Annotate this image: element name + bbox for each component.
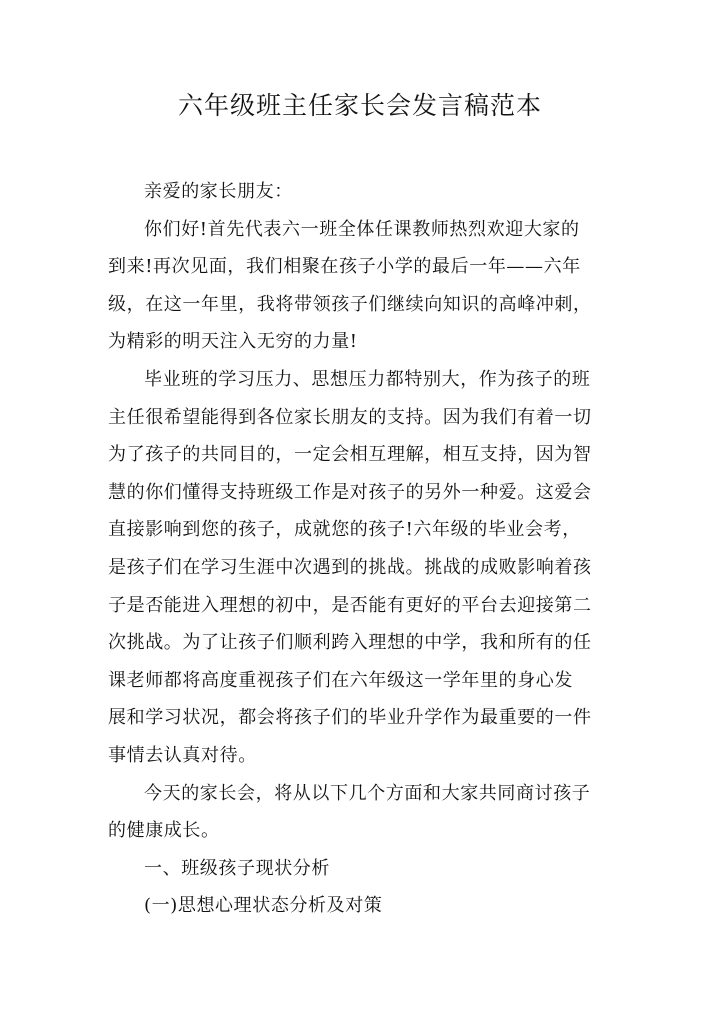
paragraph-2-line: 次挑战。为了让孩子们顺利跨入理想的中学，我和所有的任 (108, 632, 592, 654)
paragraph-1-line: 为精彩的明天注入无穷的力量! (108, 331, 358, 353)
section-heading: 一、班级孩子现状分析 (144, 857, 330, 879)
paragraph-1-line: 到来!再次见面，我们相聚在孩子小学的最后一年——六年 (108, 256, 581, 278)
paragraph-2-line: 慧的你们懂得支持班级工作是对孩子的另外一种爱。这爱会 (108, 481, 592, 503)
paragraph-2-line: 毕业班的学习压力、思想压力都特别大，作为孩子的班 (144, 368, 591, 390)
paragraph-3-line: 今天的家长会，将从以下几个方面和大家共同商讨孩子 (144, 782, 591, 804)
paragraph-2-line: 直接影响到您的孩子，成就您的孩子!六年级的毕业会考， (108, 519, 581, 541)
paragraph-2-line: 主任很希望能得到各位家长朋友的支持。因为我们有着一切 (108, 406, 592, 428)
paragraph-2-line: 事情去认真对待。 (108, 744, 257, 766)
salutation: 亲爱的家长朋友： (144, 181, 293, 202)
paragraph-2-line: 课老师都将高度重视孩子们在六年级这一学年里的身心发 (108, 669, 573, 691)
document-body (108, 173, 618, 925)
paragraph-1-line: 你们好!首先代表六一班全体任课教师热烈欢迎大家的 (144, 218, 580, 240)
paragraph-1-line: 级，在这一年里，我将带领孩子们继续向知识的高峰冲刺， (108, 293, 592, 315)
paragraph-2-line: 为了孩子的共同目的，一定会相互理解，相互支持，因为智 (108, 444, 592, 466)
document-title: 六年级班主任家长会发言稿范本 (177, 91, 542, 120)
subsection-heading: (一)思想心理状态分析及对策 (144, 895, 383, 917)
paragraph-2-line: 展和学习状况，都会将孩子们的毕业升学作为最重要的一件 (108, 707, 592, 729)
paragraph-3-line: 的健康成长。 (108, 820, 220, 842)
paragraph-2-line: 是孩子们在学习生涯中次遇到的挑战。挑战的成败影响着孩 (108, 556, 592, 578)
paragraph-2-line: 子是否能进入理想的初中，是否能有更好的平台去迎接第二 (108, 594, 592, 616)
